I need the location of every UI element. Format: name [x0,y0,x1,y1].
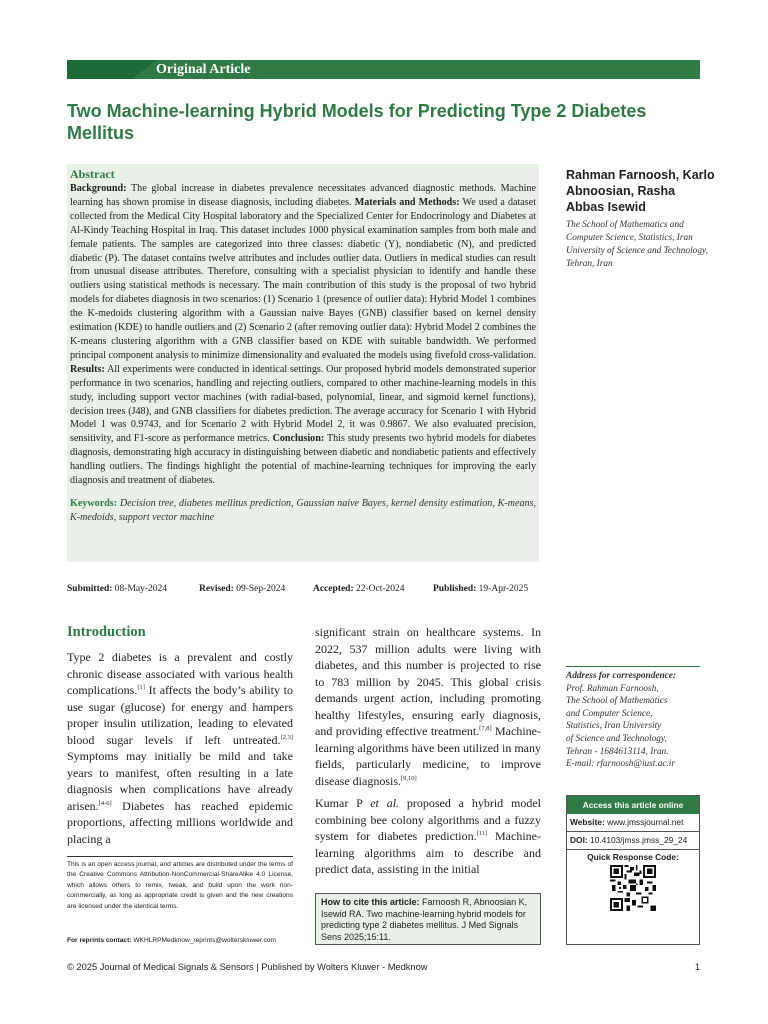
accepted-label: Accepted: [313,584,354,594]
page-footer [67,962,700,972]
article-type-label: Original Article [156,62,251,77]
results-label: Results: [70,363,105,375]
keywords-text: Decision tree, diabetes mellitus prediction, Gaussian naive Bayes, kernel density estimation, K-means, K-medoids, support vector machine [70,497,536,523]
corr-line: of Science and Technology, [566,733,667,744]
intro-text: Type 2 diabetes is a prevalent and costly chronic disease associated with various health complications. [67,650,293,697]
intro-heading: Introduction [67,624,146,640]
methods-label: Materials and Methods: [354,196,460,208]
license-note: This is an open access journal, and articles are distributed under the terms of the Creative Commons Attribution-NonCommercial-ShareAlike 4.0 License, which allows others to remix, tweak, and build upon the work non-commercially, as long as appropriate credit is given and the new creations are licensed under the identical terms. [67,856,293,912]
citation-ref: [4-6] [98,799,112,807]
intro-column-2 [315,624,541,878]
revised-label: Revised: [199,584,234,594]
website-row [567,814,699,832]
keywords-label: Keywords: [70,497,118,509]
corr-email[interactable]: E-mail: rfarnoosh@iust.ac.ir [566,759,676,770]
doi-label: DOI: [570,835,588,845]
access-online-box [566,795,700,945]
submitted-value: 08-May-2024 [114,584,168,594]
website-label: Website: [570,817,605,827]
reprints-label: For reprints contact: [67,937,132,944]
corr-line: The School of Mathematics [566,696,668,707]
intro-paragraph-1 [67,649,293,847]
citation-ref: [1] [137,684,145,691]
citation-ref: [2,3] [280,733,293,741]
abstract-box [67,164,539,562]
intro-text: Machine-learning algorithms aim to describe and predict data, assisting in the initial [315,829,541,876]
intro-text: Machine-learning algorithms have been utilized in many fields, particularly medicine, to improve disease diagnosis. [315,724,541,788]
footer-copyright: © 2025 Journal of Medical Signals & Sensors | Published by Wolters Kluwer - Medknow [67,962,428,972]
corr-line: Prof. Rahman Farnoosh, [566,683,659,694]
citation-ref: [11] [476,830,488,837]
intro-column-1 [67,624,293,847]
how-to-cite-box [315,893,541,945]
background-text: The global increase in diabetes prevalence necessitates advanced diagnostic methods. Machine learning has shown promise in disease diagnosis, including diabetes. [70,183,536,208]
corr-line: Tehran - 1684613114, Iran. [566,746,669,757]
website-link[interactable]: www.jmssjournal.net [607,817,684,827]
page-number: 1 [694,962,700,972]
background-label: Background: [70,183,127,194]
reprints-email[interactable]: WKHLRPMedknow_reprints@wolterskluwer.com [133,937,276,944]
reprints-contact [67,937,327,944]
accepted-date [313,584,405,594]
et-al: et al. [370,796,400,810]
conclusion-label: Conclusion: [272,433,325,445]
doi-row [567,832,699,850]
results-text: All experiments were conducted in identical settings. Our proposed hybrid models demonstrated superior performance in two scenarios, handling and rejecting outliers, compared to other machine-learning models in this study, including support vector machines (with radial-based, polynomial, linear, and sigmoid kernel functions), decision trees (J48), and GNB classifiers for diabetes prediction. The average accuracy for Scenario 1 with Hybrid Model 1 was 0.9743, and for Scenario 2 with Hybrid Model 2, it was 0.9867. We also evaluated precision, sensitivity, and F1-score as performance metrics. [70,363,537,445]
conclusion-text: This study presents two hybrid models for diabetes diagnosis, demonstrating high accuracy in distinguishing between diabetic and nondiabetic patients and effectively handling outliers. The findings highlight the potential of machine-learning techniques for improving the early diagnosis and treatment of diabetes. [70,433,536,487]
citation-ref: [9,10] [401,774,417,782]
submitted-label: Submitted: [67,584,113,594]
revised-value: 09-Sep-2024 [236,584,286,594]
correspondence-address [566,666,700,771]
intro-text: Kumar P [315,796,371,810]
cite-label: How to cite this article: [321,897,420,907]
abstract-heading: Abstract [70,167,115,181]
intro-paragraph-2 [315,795,541,878]
qr-code-icon[interactable] [610,865,656,911]
intro-text: It affects the body’s ability to use sugar (glucose) for energy and hampers proper insulin utilization, leading to elevated blood sugar levels if left untreated. [67,683,293,747]
corr-line: Statistics, Iran University [566,721,662,732]
cite-text: Farnoosh R, Abnoosian K, Isewid RA. Two machine-learning hybrid models for predicting type 2 diabetes mellitus. J Med Signals Sens 2025;15:11. [321,897,528,942]
doi-link[interactable]: 10.4103/jmss.jmss_29_24 [590,835,688,845]
abstract-body [70,182,536,488]
published-date [433,584,528,594]
published-label: Published: [433,584,477,594]
citation-ref: [7,8] [479,725,492,732]
access-heading: Access this article online [567,796,699,814]
submitted-date [67,584,167,594]
correspondence-label: Address for correspondence: [566,671,677,681]
intro-text: Diabetes has reached epidemic proportions, affecting millions worldwide and placing a [67,798,293,846]
intro-text: proposed a hybrid model combining bee colony algorithms and a fuzzy system for diabetes prediction. [315,796,541,843]
keywords [70,497,536,525]
corr-line: and Computer Science, [566,708,653,719]
authors: Rahman Farnoosh, Karlo Abnoosian, Rasha Abbas Isewid [566,168,715,214]
methods-text: We used a dataset collected from the Medical City Hospital laboratory and the Specialized Center for Endocrinology and Diabetes at Al-Kindy Teaching Hospital in Iraq. This dataset includes 1000 physical examination samples from both male and female patients. The samples are categorized into three classes: diabetic (Y), nondiabetic (N), and predicted diabetic (P). The dataset contains twelve attributes and includes outlier data. Outliers in medical studies can result from unusual disease attributes. Therefore, consulting with a specialist physician to identify and handle these outliers using statistical methods is necessary. The main contribution of this study is the proposal of two hybrid models for diabetes diagnosis in two scenarios: (1) Scenario 1 (presence of outlier data): Hybrid Model 1 combines the K-medoids clustering algorithm with a Gaussian naive Bayes (GNB) classifier based on kernel density estimation (KDE) to handle outliers and (2) Scenario 2 (after removing outlier data): Hybrid Model 2 combines the K-means clustering algorithm with a GNB classifier based on KDE with suitable bandwidth. We performed principal component analysis to minimize dimensionality and evaluated the models using fivefold cross-validation. [70,196,537,361]
intro-paragraph-1-cont [315,624,541,789]
intro-text: significant strain on healthcare systems. In 2022, 537 million adults were living with diabetes, and this number is projected to rise to 783 million by 2045. This global crisis demands urgent action, including promoting healthy lifestyles, ensuring early diagnosis, and providing effective treatment. [315,625,541,738]
revised-date [199,584,285,594]
qr-label: Quick Response Code: [587,852,679,862]
article-title: Two Machine-learning Hybrid Models for Predicting Type 2 Diabetes Mellitus [67,101,647,143]
affiliation: The School of Mathematics and Computer Science, Statistics, Iran University of Science and Technology, Tehran, Iran [566,220,708,269]
accepted-value: 22-Oct-2024 [356,584,405,594]
published-value: 19-Apr-2025 [478,584,529,594]
intro-text: Symptoms may initially be mild and take years to manifest, often resulting in a late diagnosis when complications have already arisen. [67,749,293,813]
